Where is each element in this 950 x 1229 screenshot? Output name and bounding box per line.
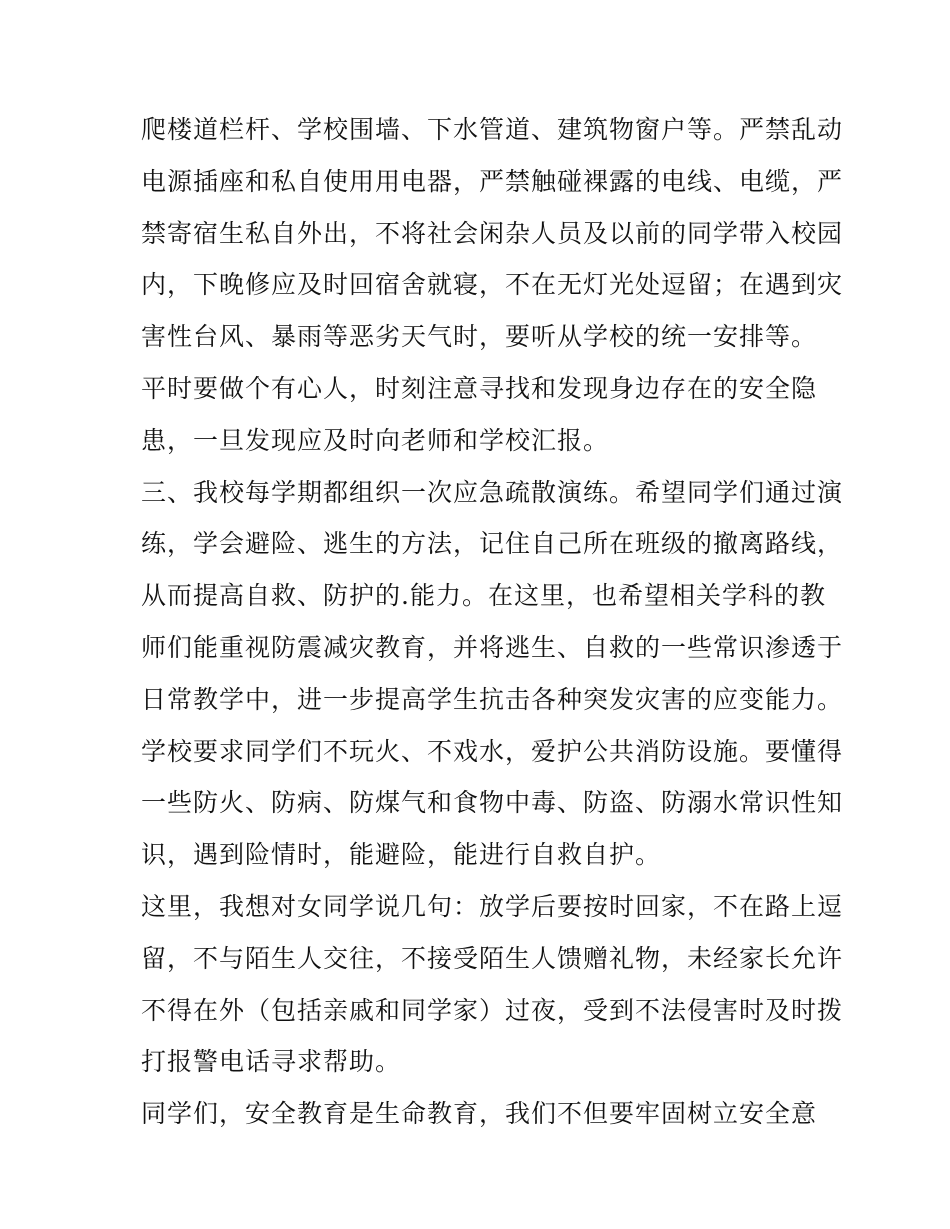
text-line: 害性台风、暴雨等恶劣天气时，要听从学校的统一安排等。	[141, 322, 818, 352]
text-line: 识，遇到险情时，能避险，能进行自救自护。	[141, 840, 662, 870]
text-line: 电源插座和私自使用用电器，严禁触碰裸露的电线、电缆，严	[141, 166, 844, 196]
text-line: 学校要求同学们不玩火、不戏水，爱护公共消防设施。要懂得	[141, 736, 844, 766]
text-line: 从而提高自救、防护的.能力。在这里，也希望相关学科的教	[141, 581, 826, 611]
text-line: 患，一旦发现应及时向老师和学校汇报。	[141, 425, 610, 455]
text-line: 内，下晚修应及时回宿舍就寝，不在无灯光处逗留；在遇到灾	[141, 270, 844, 300]
body-text	[141, 104, 844, 1140]
text-line: 日常教学中，进一步提高学生抗击各种突发灾害的应变能力。	[141, 684, 844, 714]
text-line: 一些防火、防病、防煤气和食物中毒、防盗、防溺水常识性知	[141, 788, 844, 818]
text-line: 练，学会避险、逃生的方法，记住自己所在班级的撤离路线，	[141, 529, 844, 559]
text-line: 三、我校每学期都组织一次应急疏散演练。希望同学们通过演	[141, 477, 844, 507]
text-line: 同学们，安全教育是生命教育，我们不但要牢固树立安全意	[141, 1099, 818, 1129]
text-line: 打报警电话寻求帮助。	[141, 1047, 402, 1077]
text-line: 留，不与陌生人交往，不接受陌生人馈赠礼物，未经家长允许	[141, 943, 844, 973]
text-line: 禁寄宿生私自外出，不将社会闲杂人员及以前的同学带入校园	[141, 218, 844, 248]
text-line: 平时要做个有心人，时刻注意寻找和发现身边存在的安全隐	[141, 373, 818, 403]
text-line: 这里，我想对女同学说几句：放学后要按时回家，不在路上逗	[141, 891, 844, 921]
text-line: 爬楼道栏杆、学校围墙、下水管道、建筑物窗户等。严禁乱动	[141, 115, 844, 144]
text-line: 师们能重视防震减灾教育，并将逃生、自救的一些常识渗透于	[141, 632, 844, 662]
text-line: 不得在外（包括亲戚和同学家）过夜，受到不法侵害时及时拨	[141, 995, 844, 1025]
